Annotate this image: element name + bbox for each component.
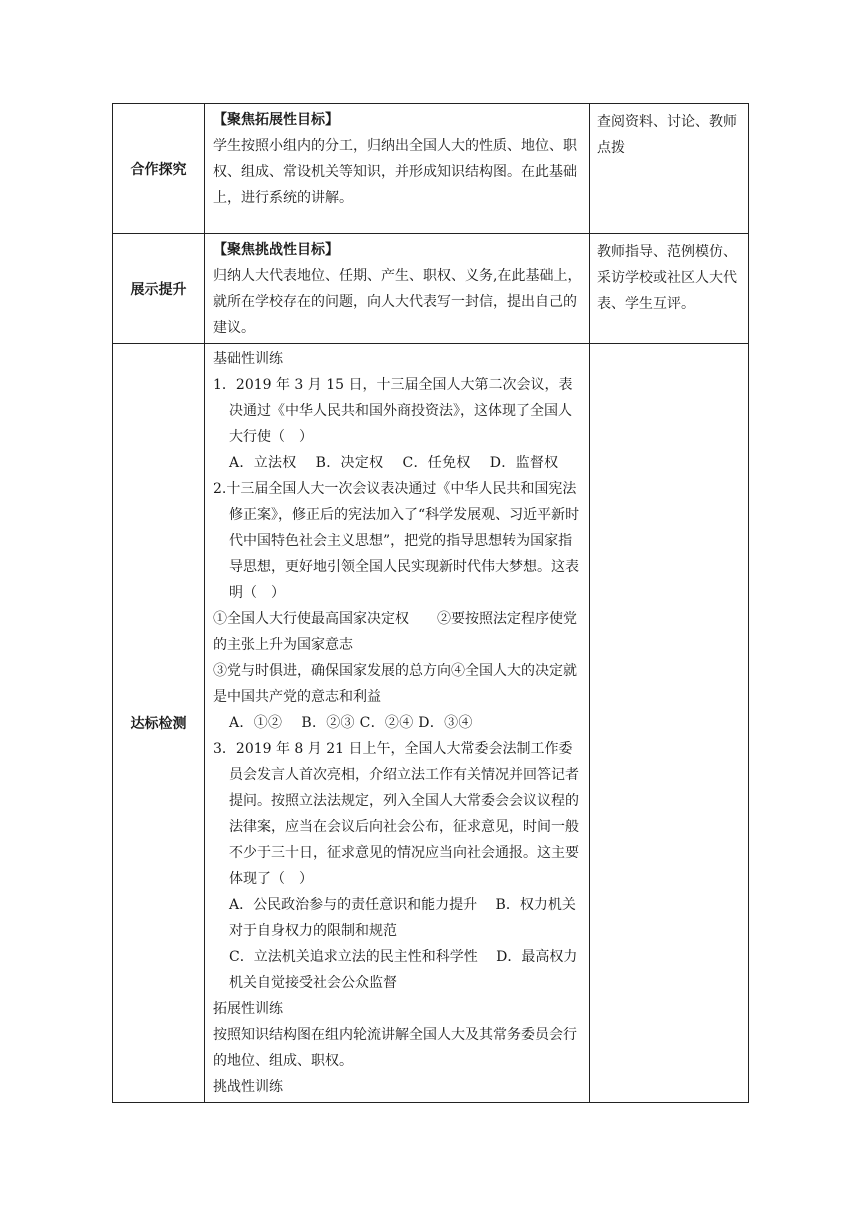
- question-options: C．立法机关追求立法的民主性和科学性 D．最高权力机关自觉接受社会公众监督: [229, 949, 578, 991]
- content-cell: [205, 234, 590, 344]
- method-cell: [590, 344, 749, 1103]
- stage-cell: 展示提升: [113, 234, 205, 344]
- content-cell: [205, 104, 590, 234]
- question-options: A．立法权 B．决定权 C．任免权 D．监督权: [229, 455, 559, 471]
- question-options: A．公民政治参与的责任意识和能力提升 B．权力机关对于自身权力的限制和规范: [229, 897, 576, 939]
- table-row: [113, 234, 749, 344]
- question-statement: ①全国人大行使最高国家决定权 ②要按照法定程序使党的主张上升为国家意志: [213, 611, 577, 653]
- question-stem: 1．2019 年 3 月 15 日，十三届全国人大第二次会议，表决通过《中华人民共和国外商投资法》，这体现了全国人大行使（ ）: [213, 377, 573, 445]
- method-text: [590, 344, 748, 351]
- question-stem: 3．2019 年 8 月 21 日上午，全国人大常委会法制工作委员会发言人首次亮相，介绍立法工作有关情况并回答记者提问。按照立法法规定，列入全国人大常委会会议议程的法律案，应当在会议后向社会公布，征求意见，时间一般不少于三十日，征求意见的情况应当向社会通报。这主要体现了（ ）: [213, 741, 579, 887]
- stage-cell: 合作探究: [113, 104, 205, 234]
- section-title: 拓展性训练: [213, 1001, 283, 1017]
- activity-text-part: 在此基础上，就所在学校存在的问题，向人大代表写一封信，提出自己的建议。: [213, 268, 582, 336]
- stage-cell: 达标检测: [113, 344, 205, 1103]
- section-title: 基础性训练: [213, 351, 283, 367]
- goal-heading: 【聚焦挑战性目标】: [213, 242, 339, 258]
- method-cell: [590, 104, 749, 234]
- question-options: A．①② B．②③ C．②④ D．③④: [229, 715, 473, 731]
- activity-text-part: 归纳人大代表地位、任期、产生、职权、义务,: [213, 268, 498, 284]
- method-cell: [590, 234, 749, 344]
- goal-heading: 【聚焦拓展性目标】: [213, 112, 339, 128]
- table-row: [113, 104, 749, 234]
- method-text: 查阅资料、讨论、教师点拨: [597, 114, 737, 156]
- lesson-plan-table: [112, 103, 749, 1103]
- content-cell: [205, 344, 590, 1103]
- question-stem: 2.十三届全国人大一次会议表决通过《中华人民共和国宪法修正案》，修正后的宪法加入了“科学发展观、习近平新时代中国特色社会主义思想”，把党的指导思想转为国家指导思想，更好地引领全国人民实现新时代伟大梦想。这表明（ ）: [213, 481, 580, 601]
- section-title: 挑战性训练: [213, 1079, 283, 1095]
- activity-text: [213, 263, 583, 341]
- method-text: 教师指导、范例模仿、采访学校或社区人大代表、学生互评。: [597, 244, 737, 312]
- table-row: [113, 344, 749, 1103]
- extension-text: 按照知识结构图在组内轮流讲解全国人大及其常务委员会行的地位、组成、职权。: [213, 1027, 577, 1069]
- activity-text: 学生按照小组内的分工，归纳出全国人大的性质、地位、职权、组成、常设机关等知识，并形成知识结构图。在此基础上，进行系统的讲解。: [213, 138, 577, 206]
- question-statement: ③党与时俱进，确保国家发展的总方向④全国人大的决定就是中国共产党的意志和利益: [213, 663, 577, 705]
